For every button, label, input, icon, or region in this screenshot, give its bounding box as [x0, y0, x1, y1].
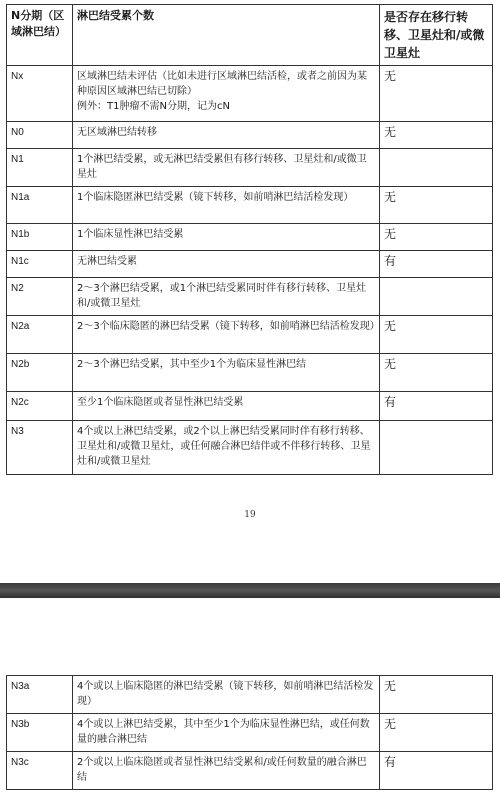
stage-description: 1个临床显性淋巴结受累 — [73, 224, 380, 251]
stage-description: 2个或以上临床隐匿或者显性淋巴结受累和/或任何数量的融合淋巴结 — [73, 752, 380, 790]
stage-description: 1个淋巴结受累，或无淋巴结受累但有移行转移、卫星灶和/或微卫星灶 — [73, 149, 380, 187]
table-row — [7, 224, 493, 251]
table-row — [7, 149, 493, 187]
metastasis-answer: 无 — [380, 316, 493, 354]
description-text: 区域淋巴结未评估（比如未进行区域淋巴结活检，或者之前因为某种原因区域淋巴结已切除） — [77, 71, 367, 97]
stage-code: N3c — [7, 752, 73, 790]
metastasis-answer: 有 — [380, 251, 493, 278]
metastasis-answer: 无 — [380, 122, 493, 149]
stage-description: 4个或以上淋巴结受累，其中至少1个为临床显性淋巴结，或任何数量的融合淋巴结 — [73, 714, 380, 752]
table-row — [7, 392, 493, 421]
table-row — [7, 316, 493, 354]
metastasis-answer: 无 — [380, 66, 493, 122]
n-staging-table — [6, 4, 493, 475]
metastasis-answer — [380, 421, 493, 475]
table-row — [7, 66, 493, 122]
stage-description: 2～3个淋巴结受累，其中至少1个为临床显性淋巴结 — [73, 354, 380, 392]
stage-code: N2 — [7, 278, 73, 316]
table-row — [7, 278, 493, 316]
description-note: 例外：T1肿瘤不需N分期，记为cN — [77, 101, 230, 112]
stage-description: 1个临床隐匿淋巴结受累（镜下转移，如前哨淋巴结活检发现） — [73, 187, 380, 224]
stage-code: N1a — [7, 187, 73, 224]
stage-code: N2c — [7, 392, 73, 421]
metastasis-answer: 有 — [380, 752, 493, 790]
metastasis-answer: 无 — [380, 676, 493, 714]
stage-code: N3b — [7, 714, 73, 752]
stage-code: N2b — [7, 354, 73, 392]
stage-code: N1c — [7, 251, 73, 278]
metastasis-answer: 有 — [380, 392, 493, 421]
stage-code: N1b — [7, 224, 73, 251]
stage-code: N3 — [7, 421, 73, 475]
page-separator — [0, 583, 500, 598]
metastasis-answer: 无 — [380, 224, 493, 251]
stage-code: N0 — [7, 122, 73, 149]
table-row — [7, 421, 493, 475]
table-header-row — [7, 5, 493, 66]
header-metastasis: 是否存在移行转移、卫星灶和/或微卫星灶 — [380, 5, 493, 66]
metastasis-answer — [380, 278, 493, 316]
stage-description: 至少1个临床隐匿或者显性淋巴结受累 — [73, 392, 380, 421]
table-row — [7, 187, 493, 224]
stage-description: 4个或以上临床隐匿的淋巴结受累（镜下转移，如前哨淋巴结活检发现） — [73, 676, 380, 714]
stage-description: 4个或以上淋巴结受累，或2个以上淋巴结受累同时伴有移行转移、卫星灶和/或微卫星灶，或任何融合淋巴结伴或不伴移行转移、卫星灶和/或微卫星灶 — [73, 421, 380, 475]
table-row — [7, 122, 493, 149]
table-row — [7, 676, 493, 714]
stage-code: N2a — [7, 316, 73, 354]
table-row — [7, 752, 493, 790]
metastasis-answer: 无 — [380, 354, 493, 392]
stage-code: N1 — [7, 149, 73, 187]
stage-description: 2～3个临床隐匿的淋巴结受累（镜下转移，如前哨淋巴结活检发现） — [73, 316, 380, 354]
metastasis-answer: 无 — [380, 714, 493, 752]
header-n-stage: N分期（区域淋巴结） — [7, 5, 73, 66]
table-row — [7, 251, 493, 278]
table-row — [7, 714, 493, 752]
table-row — [7, 354, 493, 392]
stage-description — [73, 66, 380, 122]
n-staging-table-continued — [6, 675, 493, 790]
header-node-count: 淋巴结受累个数 — [73, 5, 380, 66]
stage-description: 无区域淋巴结转移 — [73, 122, 380, 149]
stage-code: N3a — [7, 676, 73, 714]
stage-description: 2～3个淋巴结受累，或1个淋巴结受累同时伴有移行转移、卫星灶和/或微卫星灶 — [73, 278, 380, 316]
stage-code: Nx — [7, 66, 73, 122]
metastasis-answer: 无 — [380, 187, 493, 224]
metastasis-answer — [380, 149, 493, 187]
page-number: 19 — [244, 510, 256, 520]
stage-description: 无淋巴结受累 — [73, 251, 380, 278]
